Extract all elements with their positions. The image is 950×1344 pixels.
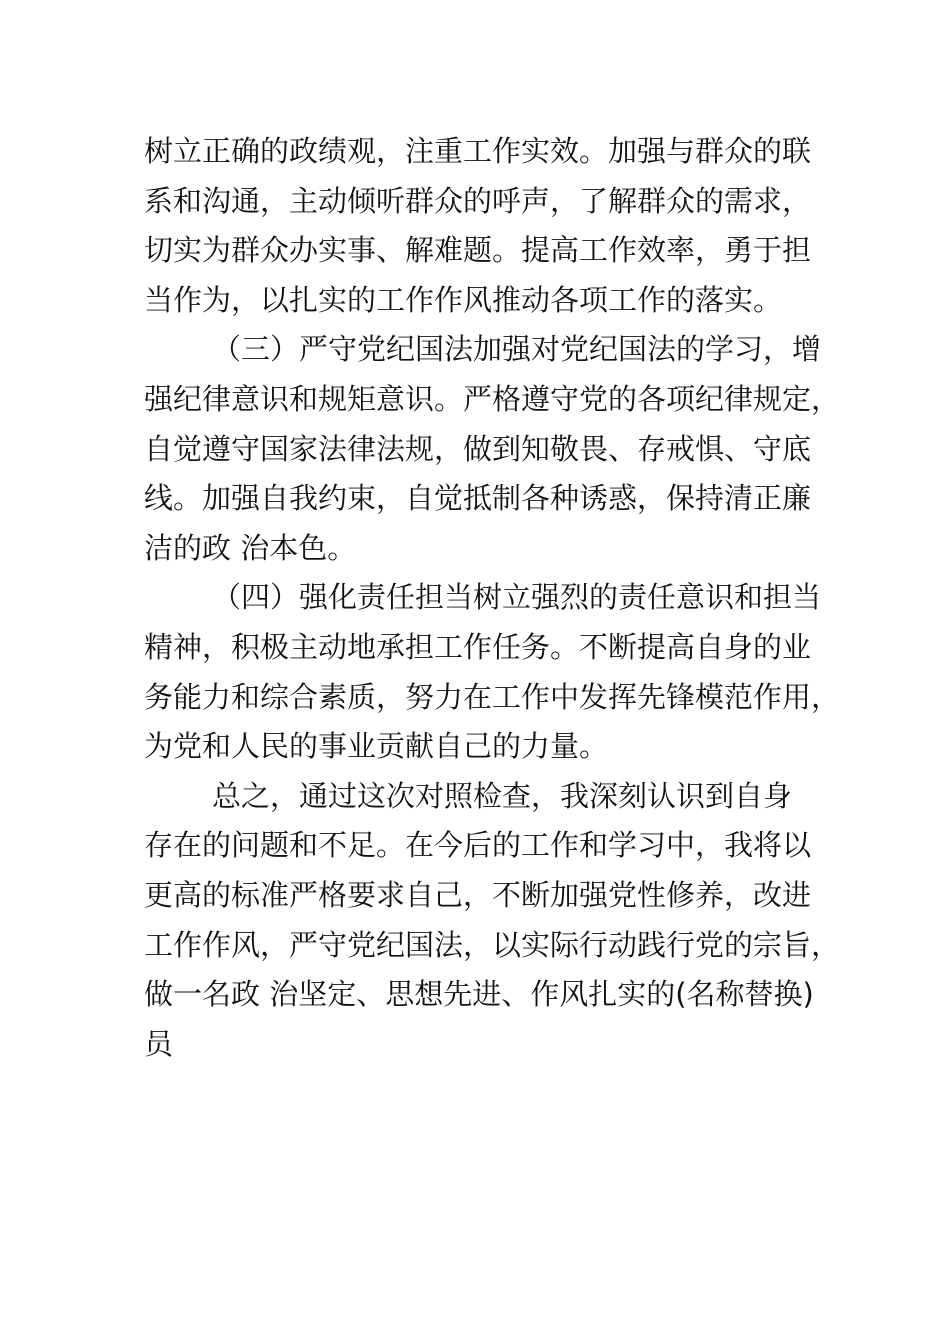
conclusion-paragraph-start: 总之，通过这次对照检查，我深刻认识到自身 <box>212 778 793 813</box>
text-line: 员 <box>144 1026 174 1061</box>
text-line: 树立正确的政绩观，注重工作实效。加强与群众的联 <box>144 134 812 168</box>
text-line: 精神，积极主动地承担工作任务。不断提高自身的业 <box>144 629 812 664</box>
paragraph-heading-3: （三）严守党纪国法加强对党纪国法的学习，增 <box>212 332 822 367</box>
text-line: 系和沟通，主动倾听群众的呼声，了解群众的需求， <box>144 183 812 218</box>
text-line: 洁的政 治本色。 <box>144 530 357 565</box>
text-line: 做一名政 治坚定、思想先进、作风扎实的(名称替换) <box>144 977 814 1012</box>
text-line: 为党和人民的事业贡献自己的力量。 <box>144 729 609 764</box>
text-line: 务能力和综合素质，努力在工作中发挥先锋模范作用， <box>144 679 841 714</box>
text-line: 强纪律意识和规矩意识。严格遵守党的各项纪律规定， <box>144 381 841 416</box>
text-line: 切实为群众办实事、解难题。提高工作效率，勇于担 <box>144 233 812 268</box>
paragraph-heading-4: （四）强化责任担当树立强烈的责任意识和担当 <box>212 580 822 615</box>
text-line: 工作作风，严守党纪国法，以实际行动践行党的宗旨， <box>144 927 841 962</box>
text-line: 线。加强自我约束，自觉抵制各种诱惑，保持清正廉 <box>144 481 812 516</box>
text-line: 当作为，以扎实的工作作风推动各项工作的落实。 <box>144 282 783 317</box>
text-line: 存在的问题和不足。在今后的工作和学习中，我将以 <box>144 828 812 863</box>
document-body <box>144 127 841 1069</box>
text-line: 更高的标准严格要求自己，不断加强党性修养，改进 <box>144 877 812 912</box>
text-line: 自觉遵守国家法律法规，做到知敬畏、存戒惧、守底 <box>144 431 812 466</box>
